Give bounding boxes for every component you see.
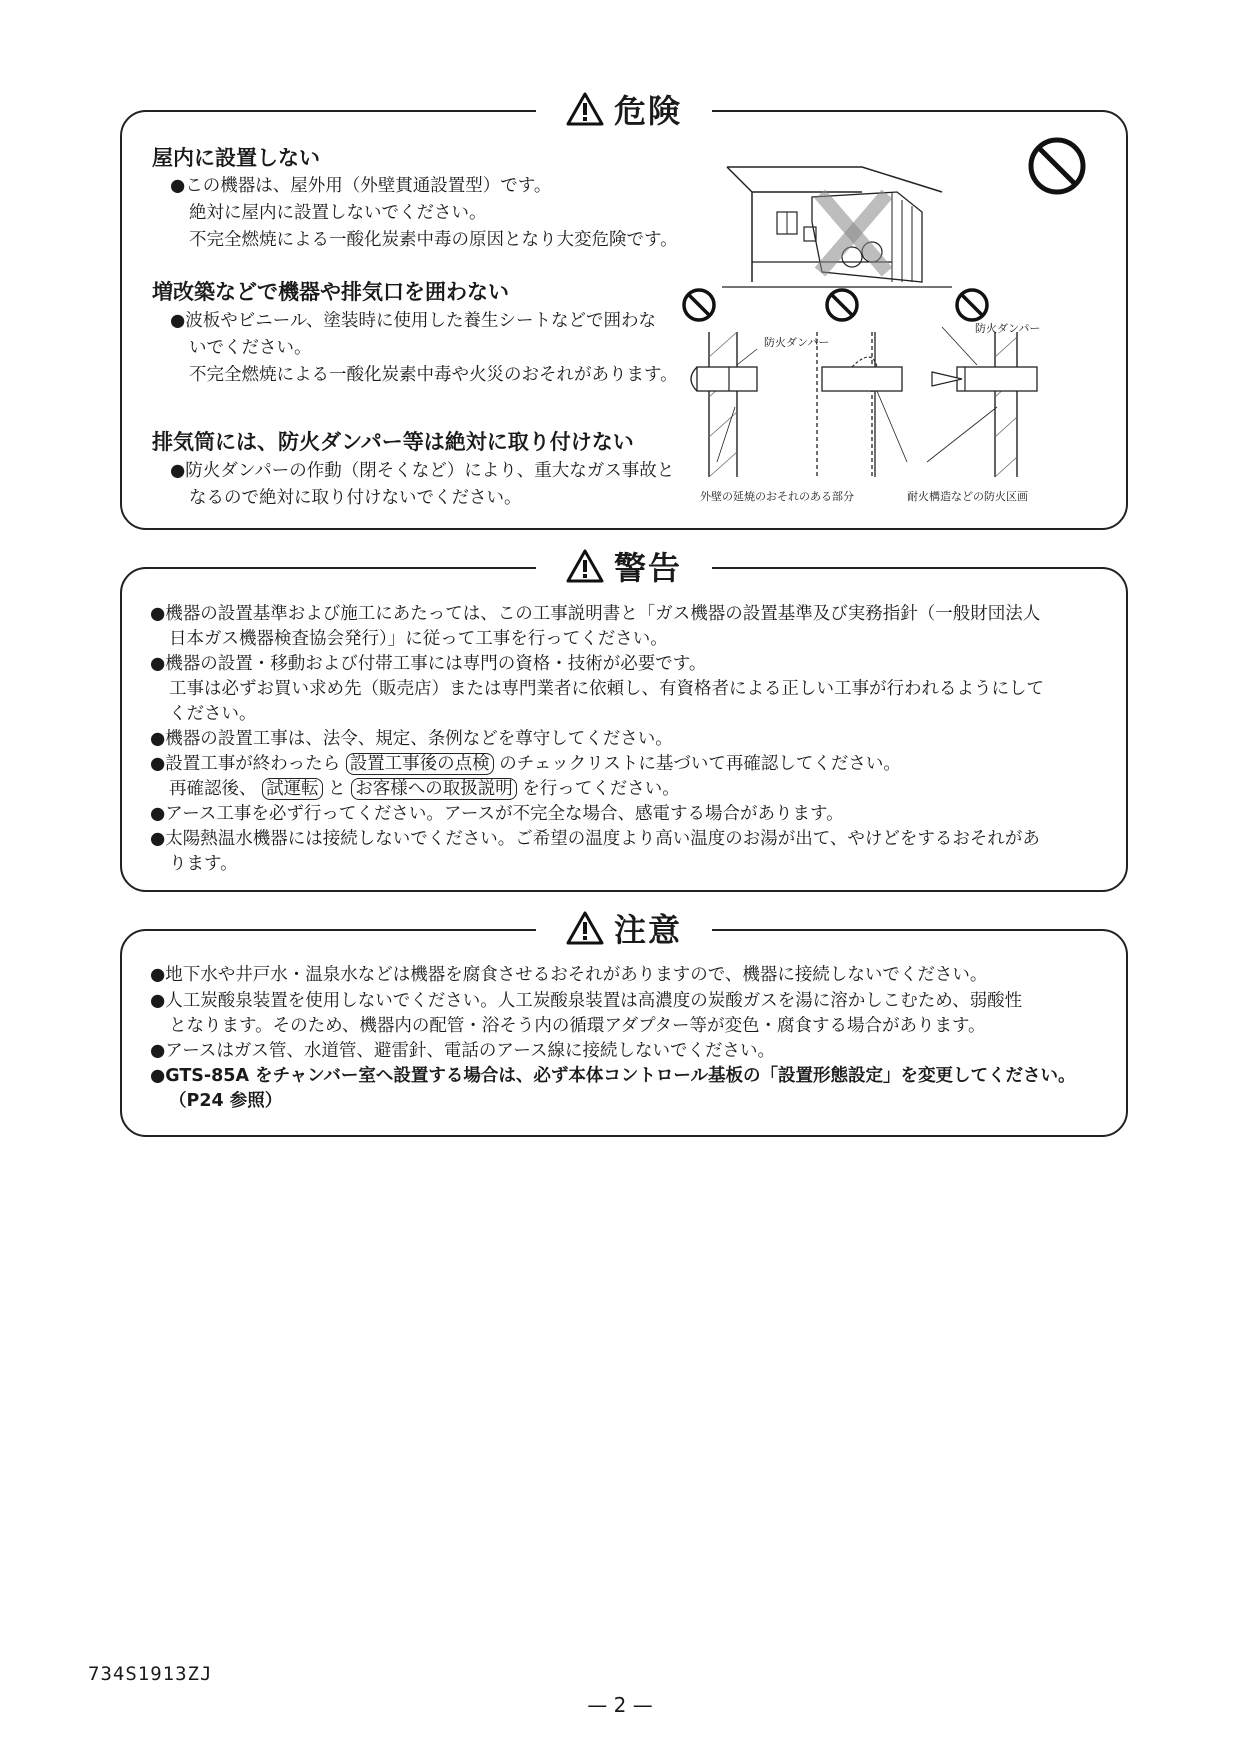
warning-line-6: ●機器の設置工事は、法令、規定、条例などを尊守してください。 xyxy=(150,729,673,749)
warning-line-8 xyxy=(169,777,680,802)
danger-title-text: 危険 xyxy=(613,92,683,130)
warning-line-9: ●アース工事を必ず行ってください。アースが不完全な場合、感電する場合があります。 xyxy=(150,804,844,824)
warning-line-11: ります。 xyxy=(169,854,238,874)
prohibition-icon-2 xyxy=(827,290,857,320)
warning-line-8-mid: と xyxy=(328,779,346,799)
prohibition-icon xyxy=(1031,140,1083,192)
danger-heading-indoor: 屋内に設置しない xyxy=(152,146,320,170)
caution-line-3: となります。そのため、機器内の配管・浴そう内の循環アダプター等が変色・腐食する場合があります。 xyxy=(169,1016,986,1036)
house-prohibited-illustration xyxy=(722,122,1102,292)
caution-line-1: ●地下水や井戸水・温泉水などは機器を腐食させるおそれがありますので、機器に接続しないでください。 xyxy=(150,965,988,985)
warning-line-8-start: 再確認後、 xyxy=(169,779,257,799)
warning-triangle-icon xyxy=(566,911,604,945)
caution-line-6: （P24 参照） xyxy=(169,1091,283,1111)
label-damper-2: 防火ダンパー xyxy=(975,322,1041,335)
warning-line-3: ●機器の設置・移動および付帯工事には専門の資格・技術が必要です。 xyxy=(150,654,707,674)
danger-box xyxy=(120,92,1128,530)
danger-indoor-line3: 不完全燃焼による一酸化炭素中毒の原因となり大変危険です。 xyxy=(189,230,678,250)
warning-line-7-end: のチェックリストに基づいて再確認してください。 xyxy=(499,754,901,774)
warning-line-4: 工事は必ずお買い求め先（販売店）または専門業者に依頼し、有資格者による正しい工事が行われるようにして xyxy=(169,679,1044,699)
danger-title xyxy=(536,86,712,132)
danger-indoor-line2: 絶対に屋内に設置しないでください。 xyxy=(189,203,487,223)
damper-illustration xyxy=(677,287,1117,487)
warning-line-2: 日本ガス機器検査協会発行）」に従って工事を行ってください。 xyxy=(169,629,668,649)
warning-box xyxy=(120,549,1128,892)
warning-triangle-icon xyxy=(566,549,604,583)
warning-line-7-start: ●設置工事が終わったら xyxy=(150,754,341,774)
ref-test-run: 試運転 xyxy=(262,778,323,800)
caution-box xyxy=(120,911,1128,1137)
danger-damper-line1: ●防火ダンパーの作動（閉そくなど）により、重大なガス事故と xyxy=(170,461,675,481)
document-code: 734S1913ZJ xyxy=(88,1663,213,1685)
ref-post-install-check: 設置工事後の点検 xyxy=(346,753,494,775)
danger-enclose-line1: ●波板やビニール、塗装時に使用した養生シートなどで囲わな xyxy=(170,311,657,331)
warning-line-7 xyxy=(150,752,901,777)
danger-damper-line2: なるので絶対に取り付けないでください。 xyxy=(189,488,522,508)
warning-line-8-end: を行ってください。 xyxy=(522,779,680,799)
caution-line-4: ●アースはガス管、水道管、避雷針、電話のアース線に接続しないでください。 xyxy=(150,1041,775,1061)
danger-enclose-line3: 不完全燃焼による一酸化炭素中毒や火災のおそれがあります。 xyxy=(189,365,678,385)
label-fireproof-zone: 耐火構造などの防火区画 xyxy=(907,490,1028,503)
danger-indoor-line1: ●この機器は、屋外用（外壁貫通設置型）です。 xyxy=(170,176,552,196)
page-number: — 2 — xyxy=(587,1693,653,1717)
ref-customer-instructions: お客様への取扱説明 xyxy=(351,778,517,800)
warning-title-text: 警告 xyxy=(613,549,683,587)
prohibition-icon-1 xyxy=(684,290,714,320)
warning-triangle-icon xyxy=(566,92,604,126)
caution-title-text: 注意 xyxy=(613,911,683,949)
warning-line-1: ●機器の設置基準および施工にあたっては、この工事説明書と「ガス機器の設置基準及び実務指針（一般財団法人 xyxy=(150,604,1041,624)
danger-heading-damper: 排気筒には、防火ダンパー等は絶対に取り付けない xyxy=(152,430,634,454)
prohibition-icon-3 xyxy=(957,290,987,320)
label-exterior-wall: 外壁の延焼のおそれのある部分 xyxy=(700,490,854,503)
caution-line-5: ●GTS-85A をチャンバー室へ設置する場合は、必ず本体コントロール基板の「設置形態設定」を変更してください。 xyxy=(150,1066,1076,1086)
warning-line-10: ●太陽熱温水機器には接続しないでください。ご希望の温度より高い温度のお湯が出て、やけどをするおそれがあ xyxy=(150,829,1040,849)
warning-line-5: ください。 xyxy=(169,704,257,724)
warning-title xyxy=(536,543,712,589)
caution-title xyxy=(536,905,712,951)
label-damper-1: 防火ダンパー xyxy=(764,336,830,349)
danger-heading-enclose: 増改築などで機器や排気口を囲わない xyxy=(152,280,509,304)
caution-line-2: ●人工炭酸泉装置を使用しないでください。人工炭酸泉装置は高濃度の炭酸ガスを湯に溶かしこむため、弱酸性 xyxy=(150,991,1023,1011)
danger-enclose-line2: いでください。 xyxy=(189,338,312,358)
